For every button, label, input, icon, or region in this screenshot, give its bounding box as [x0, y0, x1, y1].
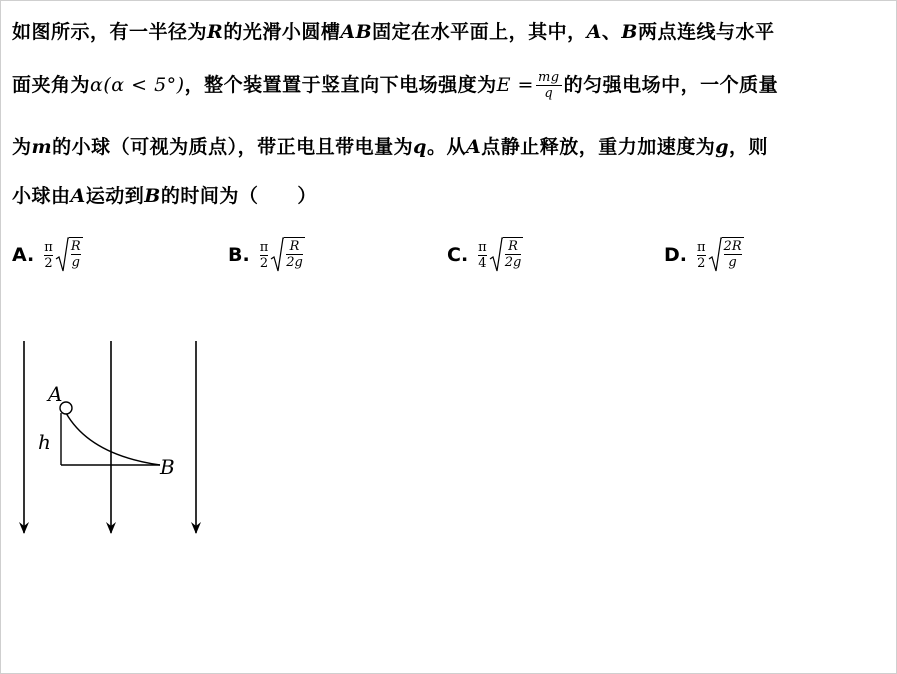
square-root: [708, 237, 744, 273]
text: 为: [12, 136, 32, 158]
option-d[interactable]: [664, 230, 744, 280]
text: 两点连线与水平: [637, 21, 775, 43]
option-label: C.: [447, 244, 469, 266]
groove-arc: [66, 413, 160, 465]
pi: π: [697, 239, 706, 255]
radicand-denominator: 2g: [504, 255, 522, 270]
text: 、: [601, 21, 622, 43]
var-A: A: [465, 136, 482, 158]
option-a[interactable]: [12, 230, 83, 280]
var-B: B: [621, 21, 638, 43]
text: 固定在水平面上，其中，: [372, 21, 587, 43]
coefficient: 2: [259, 255, 269, 271]
radicand-numerator: 2R: [723, 239, 742, 254]
radicand-denominator: 2g: [286, 255, 303, 270]
question-line-2: [12, 70, 778, 101]
question-line-1: [12, 17, 775, 44]
angle-condition: α(α < 5°): [90, 74, 185, 96]
text: ，则: [729, 136, 769, 158]
var-A: A: [70, 185, 86, 207]
field-symbol: E =: [496, 74, 534, 96]
text: 的时间为（ ）: [160, 185, 317, 207]
text: 面夹角为: [12, 74, 91, 96]
option-label: A.: [12, 244, 35, 266]
var-g: g: [715, 136, 730, 158]
text: 。从: [426, 136, 466, 158]
label-A: A: [48, 382, 63, 406]
fraction-numerator: mg: [537, 70, 560, 85]
question-line-4: [12, 181, 317, 208]
radical-sign-icon: [708, 237, 722, 273]
square-root: [270, 237, 305, 273]
radicand-numerator: R: [505, 239, 522, 255]
text: 的光滑小圆槽: [223, 21, 341, 43]
text: 小球由: [12, 185, 71, 207]
text: 点静止释放，重力加速度为: [481, 136, 716, 158]
option-c[interactable]: [447, 230, 523, 280]
pi-fraction: [478, 240, 487, 271]
pi: π: [478, 239, 487, 255]
text: ，整个装置置于竖直向下电场强度为: [184, 74, 497, 96]
var-R: R: [207, 21, 224, 43]
radicand-denominator: g: [728, 255, 737, 270]
field-fraction: [536, 70, 562, 101]
radical-sign-icon: [270, 237, 284, 273]
option-label: D.: [664, 244, 687, 266]
var-q: q: [413, 136, 427, 158]
coefficient: 4: [478, 255, 487, 271]
option-b[interactable]: [228, 230, 305, 280]
coefficient: 2: [697, 255, 706, 271]
text: 的匀强电场中，一个质量: [563, 74, 779, 96]
radical-sign-icon: [489, 237, 503, 273]
label-h: h: [38, 430, 51, 454]
pi-fraction: [697, 240, 706, 271]
question-line-3: [12, 132, 768, 159]
label-B: B: [160, 455, 175, 479]
radicand-numerator: R: [286, 239, 303, 255]
radicand-numerator: R: [70, 239, 81, 254]
text: 运动到: [85, 185, 145, 207]
square-root: [55, 237, 83, 273]
square-root: [489, 237, 524, 273]
var-m: m: [31, 136, 53, 158]
option-label: B.: [228, 244, 250, 266]
var-B: B: [144, 185, 161, 207]
pi-fraction: [260, 240, 269, 271]
coefficient: 2: [44, 255, 53, 271]
radicand-denominator: g: [71, 255, 80, 270]
pi: π: [44, 239, 53, 255]
radical-sign-icon: [55, 237, 69, 273]
var-A: A: [586, 21, 602, 43]
pi-fraction: [44, 240, 53, 271]
pi: π: [259, 239, 269, 255]
physics-figure: [0, 330, 240, 550]
text: 如图所示，有一半径为: [12, 21, 208, 43]
var-AB: AB: [340, 21, 373, 43]
fraction-denominator: q: [544, 86, 554, 101]
text: 的小球（可视为质点），带正电且带电量为: [52, 136, 414, 158]
